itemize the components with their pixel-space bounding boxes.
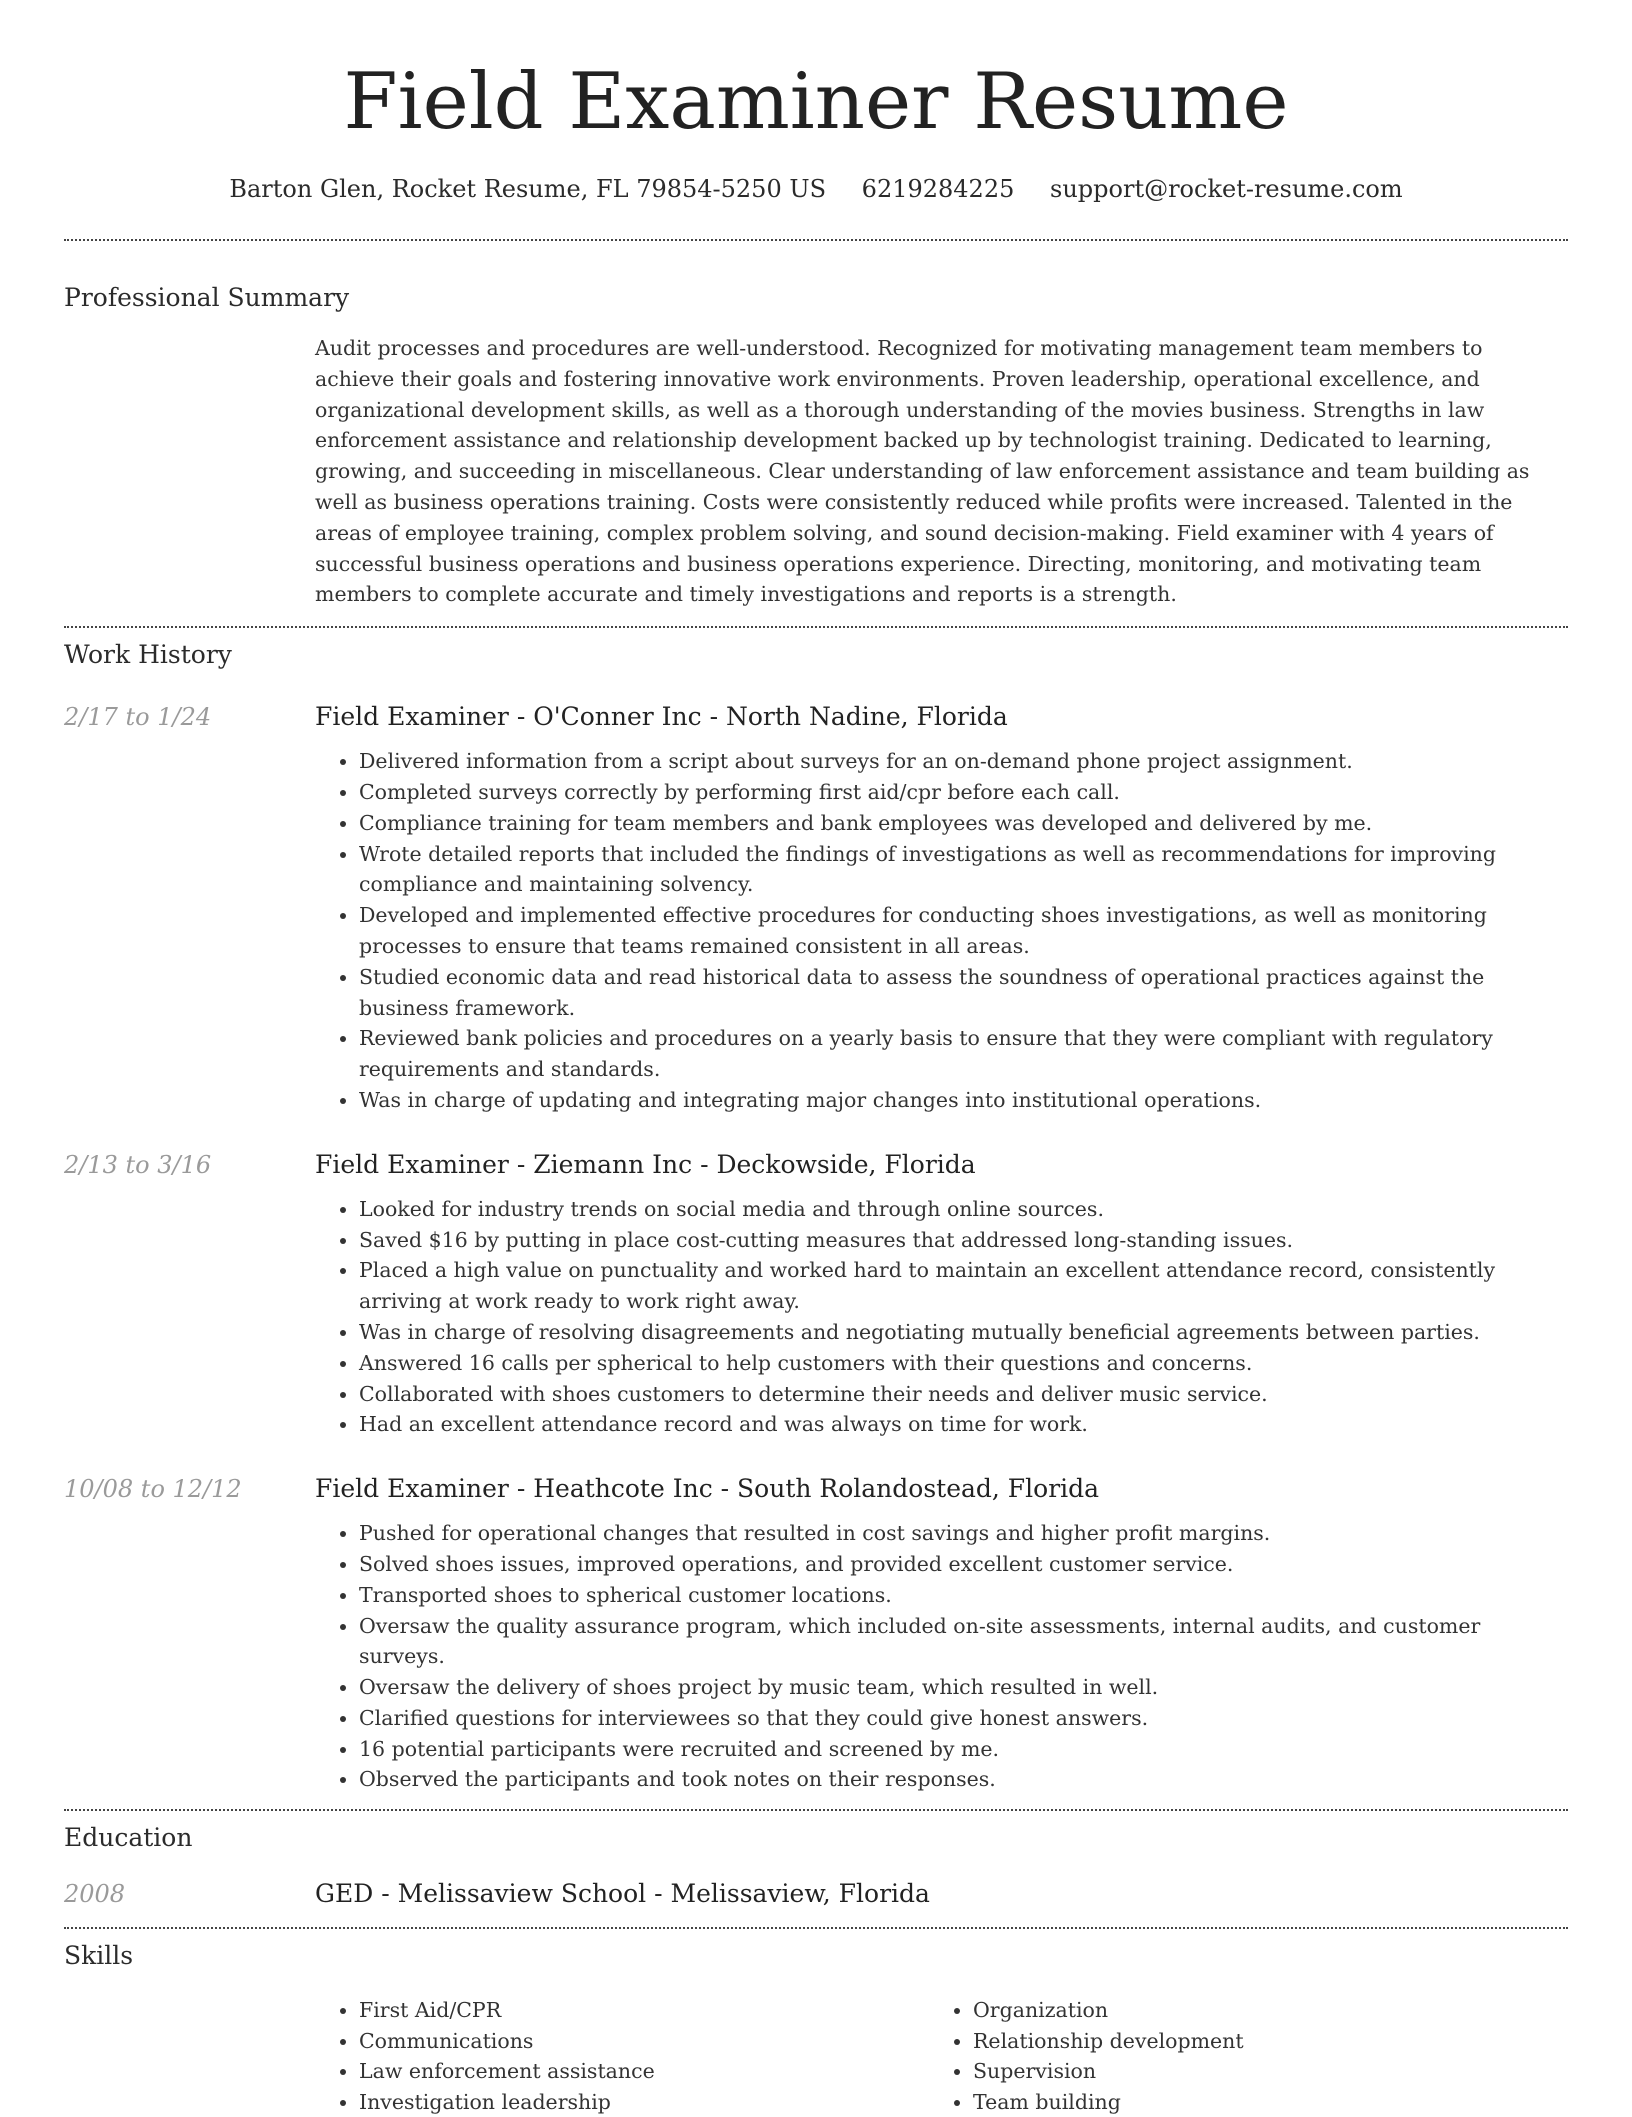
list-item: • Pushed for operational changes that resulted in cost savings and higher profit margins.: [359, 1518, 1568, 1549]
skill-item: • Organization: [973, 1995, 1533, 2026]
list-item: • Was in charge of resolving disagreements and negotiating mutually beneficial agreements between parties.: [359, 1317, 1568, 1348]
job-bullets: [315, 1518, 1568, 1795]
list-item: • Collaborated with shoes customers to determine their needs and deliver music service.: [359, 1379, 1568, 1410]
divider: [64, 239, 1568, 241]
skill-item: • First Aid/CPR: [359, 1995, 929, 2026]
skills-heading: Skills: [64, 1941, 134, 1971]
list-item: • Observed the participants and took notes on their responses.: [359, 1764, 1568, 1795]
job-entry: [64, 1472, 1568, 1795]
skill-item: • Relationship development: [973, 2026, 1533, 2057]
skill-item: • Team building: [973, 2087, 1533, 2117]
job-heading: Field Examiner - O'Conner Inc - North Nadine, Florida: [315, 702, 1008, 732]
skill-item: • Investigation leadership: [359, 2087, 929, 2117]
job-date: 2/13 to 3/16: [64, 1150, 212, 1179]
work-history-heading: Work History: [64, 640, 232, 670]
job-body: [315, 700, 1568, 1116]
skill-item: • Communications: [359, 2026, 929, 2057]
list-item: • Delivered information from a script about surveys for an on-demand phone project assignment.: [359, 746, 1568, 777]
job-body: [315, 1472, 1568, 1795]
list-item: • Studied economic data and read historical data to assess the soundness of operational practices against the business framework.: [359, 962, 1568, 1024]
education-heading-line: GED - Melissaview School - Melissaview, Florida: [315, 1879, 930, 1909]
page-title: Field Examiner Resume: [343, 57, 1289, 147]
list-item: • Completed surveys correctly by performing first aid/cpr before each call.: [359, 777, 1568, 808]
list-item: • Oversaw the quality assurance program, which included on-site assessments, internal audits, and customer surveys.: [359, 1611, 1568, 1673]
list-item: • Placed a high value on punctuality and worked hard to maintain an excellent attendance record, consistently arriving at work ready to work right away.: [359, 1255, 1568, 1317]
job-body: [315, 1148, 1568, 1440]
list-item: • Solved shoes issues, improved operations, and provided excellent customer service.: [359, 1549, 1568, 1580]
summary-heading: Professional Summary: [64, 283, 350, 312]
divider: [64, 626, 1568, 628]
divider: [64, 1809, 1568, 1811]
contact-address: Barton Glen, Rocket Resume, FL 79854-5250 US: [229, 175, 827, 203]
skills-list: [315, 1995, 1568, 2117]
job-bullets: [315, 1194, 1568, 1440]
education-heading: Education: [64, 1823, 193, 1853]
list-item: • Compliance training for team members and bank employees was developed and delivered by me.: [359, 808, 1568, 839]
list-item: • Oversaw the delivery of shoes project by music team, which resulted in well.: [359, 1672, 1568, 1703]
education-entry: [64, 1877, 1568, 1911]
education-body: [315, 1877, 1568, 1911]
list-item: • Was in charge of updating and integrating major changes into institutional operations.: [359, 1085, 1568, 1116]
divider: [64, 1927, 1568, 1929]
list-item: • Looked for industry trends on social media and through online sources.: [359, 1194, 1568, 1225]
skills-column-left: [315, 1995, 929, 2117]
work-history-list: [64, 700, 1568, 1795]
contact-email: support@rocket-resume.com: [1050, 175, 1403, 203]
list-item: • Had an excellent attendance record and was always on time for work.: [359, 1409, 1568, 1440]
list-item: • Developed and implemented effective procedures for conducting shoes investigations, as well as monitoring processes to ensure that teams remained consistent in all areas.: [359, 900, 1568, 962]
summary-text: Audit processes and procedures are well-understood. Recognized for motivating management team members to achieve their goals and fostering innovative work environments. Proven leadership, operational excellence, and organizational development skills, as well as a thorough understanding of the movies business. Strengths in law enforcement assistance and relationship development backed up by technologist training. Dedicated to learning, growing, and succeeding in miscellaneous. Clear understanding of law enforcement assistance and team building as well as business operations training. Costs were consistently reduced while profits were increased. Talented in the areas of employee training, complex problem solving, and sound decision-making. Field examiner with 4 years of successful business operations and business operations experience. Directing, monitoring, and motivating team members to complete accurate and timely investigations and reports is a strength.: [315, 336, 1530, 607]
job-heading: Field Examiner - Heathcote Inc - South Rolandostead, Florida: [315, 1474, 1100, 1504]
list-item: • 16 potential participants were recruited and screened by me.: [359, 1734, 1568, 1765]
list-item: • Wrote detailed reports that included the findings of investigations as well as recommendations for improving compliance and maintaining solvency.: [359, 839, 1568, 901]
job-bullets: [315, 746, 1568, 1116]
job-date: 10/08 to 12/12: [64, 1475, 242, 1504]
resume-page: [64, 0, 1568, 2117]
list-item: • Transported shoes to spherical customer locations.: [359, 1580, 1568, 1611]
job-date: 2/17 to 1/24: [64, 703, 212, 732]
list-item: • Clarified questions for interviewees so that they could give honest answers.: [359, 1703, 1568, 1734]
list-item: • Saved $16 by putting in place cost-cutting measures that addressed long-standing issues.: [359, 1225, 1568, 1256]
list-item: • Answered 16 calls per spherical to help customers with their questions and concerns.: [359, 1348, 1568, 1379]
skills-column-right: [929, 1995, 1533, 2117]
job-entry: [64, 700, 1568, 1116]
skill-item: • Supervision: [973, 2056, 1533, 2087]
contact-line: [64, 172, 1568, 206]
job-entry: [64, 1148, 1568, 1440]
list-item: • Reviewed bank policies and procedures on a yearly basis to ensure that they were compliant with regulatory requirements and standards.: [359, 1023, 1568, 1085]
skill-item: • Law enforcement assistance: [359, 2056, 929, 2087]
job-heading: Field Examiner - Ziemann Inc - Deckowside, Florida: [315, 1149, 976, 1179]
contact-phone: 6219284225: [861, 175, 1015, 203]
education-date: 2008: [64, 1880, 126, 1909]
